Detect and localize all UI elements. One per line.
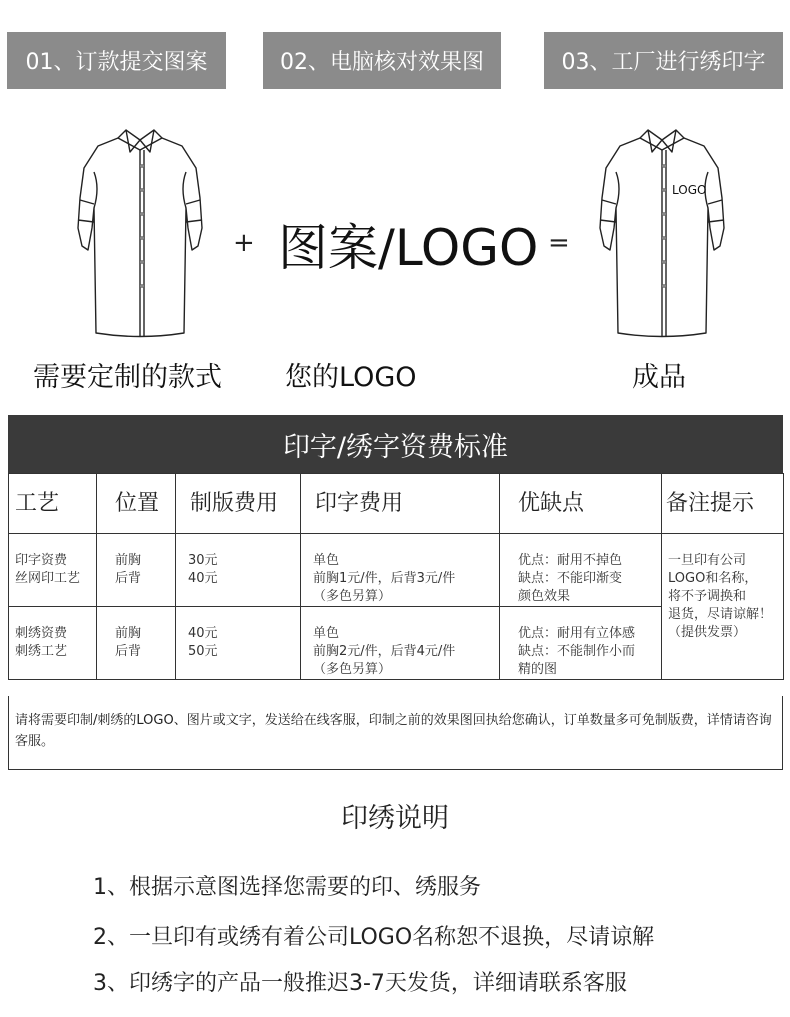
- fee-table-note: 请将需要印制/刺绣的LOGO、图片或文字，发送给在线客服，印制之前的效果图回执给您确认，订单数量多可免制版费，详情请咨询客服。: [8, 696, 783, 770]
- fee-table: [8, 473, 784, 680]
- equals-sign: =: [548, 228, 570, 258]
- cell-craft: 印字资费 丝网印工艺: [9, 534, 97, 607]
- cell-print-fee: 单色 前胸2元/件，后背4元/件 （多色另算）: [301, 607, 500, 680]
- instruction-item-2: 2、一旦印有或绣有着公司LOGO名称恕不退换，尽请谅解: [93, 925, 655, 950]
- header-pros-cons: 优缺点: [500, 474, 662, 534]
- cell-position: 前胸 后背: [97, 607, 176, 680]
- cell-pros-cons: 优点：耐用有立体感 缺点：不能制作小而 精的图: [500, 607, 662, 680]
- cell-plate-fee: 30元 40元: [176, 534, 301, 607]
- table-row: [9, 534, 784, 607]
- instruction-item-1: 1、根据示意图选择您需要的印、绣服务: [93, 875, 481, 900]
- step-3-label: 03、工厂进行绣印字: [544, 32, 783, 89]
- table-header-row: [9, 474, 784, 534]
- cell-pros-cons: 优点：耐用不掉色 缺点：不能印渐变 颜色效果: [500, 534, 662, 607]
- caption-your-logo: 您的LOGO: [285, 362, 417, 393]
- fee-table-title: 印字/绣字资费标准: [8, 415, 783, 473]
- logo-placeholder-text: 图案/LOGO: [278, 219, 539, 277]
- blank-shirt-illustration: [70, 128, 210, 343]
- instructions-title: 印绣说明: [341, 803, 449, 834]
- caption-custom-style: 需要定制的款式: [33, 362, 222, 393]
- shirt-logo-label: LOGO: [672, 183, 707, 197]
- plus-sign: +: [233, 228, 255, 258]
- header-position: 位置: [97, 474, 176, 534]
- instruction-item-3: 3、印绣字的产品一般推迟3-7天发货，详细请联系客服: [93, 971, 627, 996]
- cell-print-fee: 单色 前胸1元/件，后背3元/件 （多色另算）: [301, 534, 500, 607]
- cell-plate-fee: 40元 50元: [176, 607, 301, 680]
- header-remark: 备注提示: [662, 474, 784, 534]
- finished-shirt-illustration: [592, 128, 732, 343]
- cell-craft: 刺绣资费 刺绣工艺: [9, 607, 97, 680]
- header-print-fee: 印字费用: [301, 474, 500, 534]
- step-2-label: 02、电脑核对效果图: [263, 32, 501, 89]
- caption-finished-product: 成品: [632, 362, 686, 393]
- header-plate-fee: 制版费用: [176, 474, 301, 534]
- step-1-label: 01、订款提交图案: [7, 32, 226, 89]
- header-craft: 工艺: [9, 474, 97, 534]
- cell-position: 前胸 后背: [97, 534, 176, 607]
- cell-remark: 一旦印有公司 LOGO和名称， 将不予调换和 退货，尽请谅解！ （提供发票）: [662, 534, 784, 680]
